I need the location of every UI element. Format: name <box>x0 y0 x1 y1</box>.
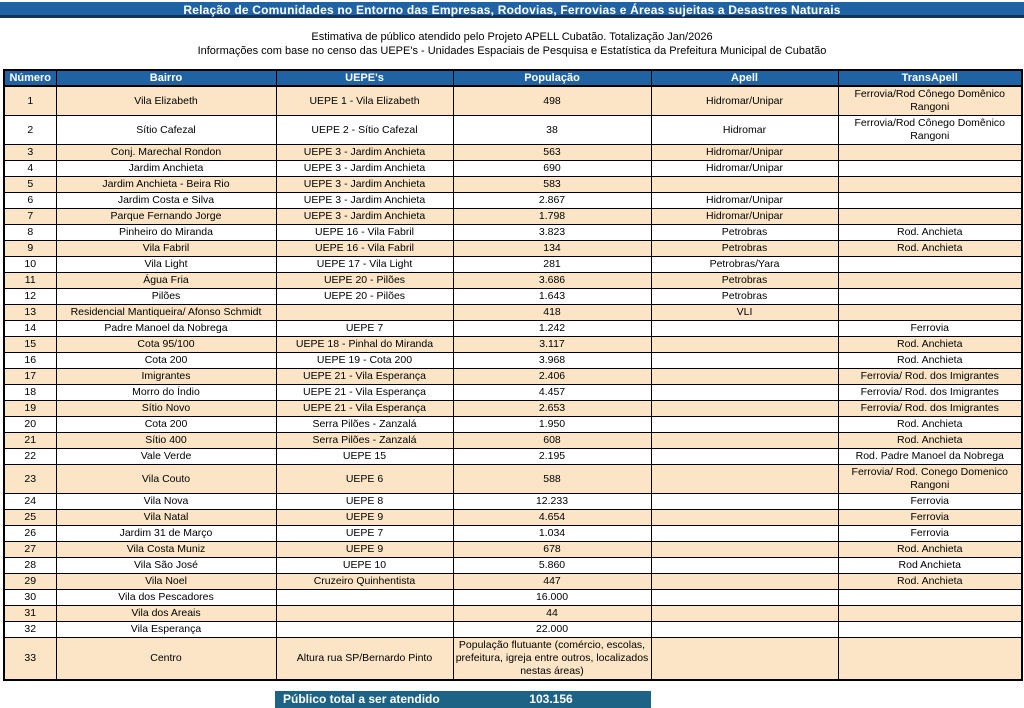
cell-uepe: UEPE 3 - Jardim Anchieta <box>276 145 453 161</box>
cell-uepe: UEPE 17 - Vila Light <box>276 257 453 273</box>
cell-uepe: UEPE 3 - Jardim Anchieta <box>276 161 453 177</box>
cell-numero: 12 <box>4 289 56 305</box>
cell-apell <box>651 369 838 385</box>
cell-populacao: 447 <box>453 574 651 590</box>
cell-apell <box>651 526 838 542</box>
cell-bairro: Pilões <box>56 289 276 305</box>
cell-transapell <box>838 273 1022 289</box>
cell-uepe: UEPE 18 - Pinhal do Miranda <box>276 337 453 353</box>
cell-bairro: Vila Couto <box>56 465 276 494</box>
cell-numero: 19 <box>4 401 56 417</box>
subtitle-line-1: Estimativa de público atendido pelo Projeto APELL Cubatão. Totalização Jan/2026 <box>311 31 713 43</box>
cell-uepe: Serra Pilões - Zanzalá <box>276 433 453 449</box>
cell-populacao: 22.000 <box>453 622 651 638</box>
cell-bairro: Vila São José <box>56 558 276 574</box>
cell-apell: Hidromar/Unipar <box>651 161 838 177</box>
cell-numero: 21 <box>4 433 56 449</box>
subtitle-line-2: Informações com base no censo das UEPE's - Unidades Espaciais de Pesquisa e Estatística da Prefeitura Municipal de Cubatão <box>197 45 827 57</box>
cell-numero: 27 <box>4 542 56 558</box>
cell-apell: Hidromar/Unipar <box>651 86 838 116</box>
cell-apell <box>651 606 838 622</box>
cell-bairro: Conj. Marechal Rondon <box>56 145 276 161</box>
cell-numero: 13 <box>4 305 56 321</box>
cell-apell: Hidromar <box>651 116 838 145</box>
cell-bairro: Padre Manoel da Nobrega <box>56 321 276 337</box>
cell-bairro: Pinheiro do Miranda <box>56 225 276 241</box>
cell-transapell: Rod. Anchieta <box>838 353 1022 369</box>
table-row <box>4 353 1022 369</box>
cell-uepe: Cruzeiro Quinhentista <box>276 574 453 590</box>
table-row <box>4 289 1022 305</box>
cell-transapell <box>838 193 1022 209</box>
cell-uepe: UEPE 21 - Vila Esperança <box>276 369 453 385</box>
cell-numero: 24 <box>4 494 56 510</box>
cell-numero: 10 <box>4 257 56 273</box>
cell-uepe: UEPE 16 - Vila Fabril <box>276 225 453 241</box>
cell-apell: Petrobras <box>651 225 838 241</box>
table-row <box>4 590 1022 606</box>
cell-transapell: Ferrovia <box>838 510 1022 526</box>
cell-bairro: Residencial Mantiqueira/ Afonso Schmidt <box>56 305 276 321</box>
table-row <box>4 417 1022 433</box>
cell-numero: 18 <box>4 385 56 401</box>
cell-bairro: Sítio Cafezal <box>56 116 276 145</box>
cell-transapell <box>838 305 1022 321</box>
cell-bairro: Jardim Costa e Silva <box>56 193 276 209</box>
table-row <box>4 337 1022 353</box>
cell-apell <box>651 558 838 574</box>
cell-populacao: 1.034 <box>453 526 651 542</box>
cell-apell <box>651 337 838 353</box>
cell-uepe: Altura rua SP/Bernardo Pinto <box>276 638 453 681</box>
table-row <box>4 449 1022 465</box>
cell-uepe: UEPE 6 <box>276 465 453 494</box>
cell-transapell: Rod. Padre Manoel da Nobrega <box>838 449 1022 465</box>
table-row <box>4 510 1022 526</box>
cell-populacao: 678 <box>453 542 651 558</box>
cell-uepe: UEPE 3 - Jardim Anchieta <box>276 209 453 225</box>
cell-bairro: Parque Fernando Jorge <box>56 209 276 225</box>
column-header-apell: Apell <box>651 70 838 86</box>
cell-uepe: UEPE 20 - Pilões <box>276 289 453 305</box>
cell-populacao: 38 <box>453 116 651 145</box>
total-value: 103.156 <box>529 692 573 706</box>
table-row <box>4 558 1022 574</box>
cell-uepe: UEPE 16 - Vila Fabril <box>276 241 453 257</box>
cell-populacao: 2.653 <box>453 401 651 417</box>
cell-transapell: Ferrovia/Rod Cônego Domênico Rangoni <box>838 116 1022 145</box>
cell-apell: Hidromar/Unipar <box>651 193 838 209</box>
cell-uepe: Serra Pilões - Zanzalá <box>276 417 453 433</box>
cell-populacao: 4.654 <box>453 510 651 526</box>
column-header-numero: Número <box>4 70 56 86</box>
cell-bairro: Vila Natal <box>56 510 276 526</box>
cell-uepe <box>276 622 453 638</box>
cell-numero: 5 <box>4 177 56 193</box>
cell-populacao: 583 <box>453 177 651 193</box>
cell-apell: Hidromar/Unipar <box>651 209 838 225</box>
cell-apell <box>651 574 838 590</box>
cell-uepe: UEPE 21 - Vila Esperança <box>276 385 453 401</box>
cell-bairro: Centro <box>56 638 276 681</box>
cell-transapell: Ferrovia <box>838 321 1022 337</box>
cell-transapell <box>838 590 1022 606</box>
cell-apell: Petrobras <box>651 273 838 289</box>
cell-populacao: 3.117 <box>453 337 651 353</box>
cell-numero: 14 <box>4 321 56 337</box>
cell-numero: 9 <box>4 241 56 257</box>
cell-numero: 6 <box>4 193 56 209</box>
cell-uepe: UEPE 1 - Vila Elizabeth <box>276 86 453 116</box>
cell-populacao: 3.968 <box>453 353 651 369</box>
cell-apell: VLI <box>651 305 838 321</box>
cell-bairro: Água Fria <box>56 273 276 289</box>
cell-populacao: 2.195 <box>453 449 651 465</box>
column-header-uepes: UEPE's <box>276 70 453 86</box>
cell-populacao: 1.643 <box>453 289 651 305</box>
cell-transapell: Rod. Anchieta <box>838 542 1022 558</box>
cell-bairro: Vila dos Areais <box>56 606 276 622</box>
cell-bairro: Cota 200 <box>56 417 276 433</box>
table-row <box>4 494 1022 510</box>
cell-numero: 11 <box>4 273 56 289</box>
table-row <box>4 145 1022 161</box>
cell-numero: 15 <box>4 337 56 353</box>
cell-transapell: Ferrovia/ Rod. dos Imigrantes <box>838 401 1022 417</box>
cell-apell: Petrobras <box>651 241 838 257</box>
cell-apell <box>651 433 838 449</box>
cell-populacao: 418 <box>453 305 651 321</box>
cell-apell <box>651 590 838 606</box>
cell-uepe: UEPE 7 <box>276 526 453 542</box>
cell-transapell <box>838 145 1022 161</box>
cell-populacao: 2.406 <box>453 369 651 385</box>
cell-uepe <box>276 606 453 622</box>
cell-numero: 30 <box>4 590 56 606</box>
cell-uepe: UEPE 3 - Jardim Anchieta <box>276 193 453 209</box>
table-row <box>4 86 1022 116</box>
cell-numero: 2 <box>4 116 56 145</box>
cell-apell: Petrobras/Yara <box>651 257 838 273</box>
cell-bairro: Vila Fabril <box>56 241 276 257</box>
table-row <box>4 622 1022 638</box>
column-header-populacao: População <box>453 70 651 86</box>
subtitle-block <box>0 30 1024 58</box>
cell-populacao: 3.686 <box>453 273 651 289</box>
cell-bairro: Vila Nova <box>56 494 276 510</box>
table-row <box>4 321 1022 337</box>
cell-transapell: Rod. Anchieta <box>838 417 1022 433</box>
cell-bairro: Imigrantes <box>56 369 276 385</box>
cell-apell <box>651 510 838 526</box>
cell-numero: 3 <box>4 145 56 161</box>
column-header-transapell: TransApell <box>838 70 1022 86</box>
cell-populacao: 588 <box>453 465 651 494</box>
cell-numero: 20 <box>4 417 56 433</box>
cell-populacao: 134 <box>453 241 651 257</box>
cell-populacao: 690 <box>453 161 651 177</box>
cell-apell <box>651 417 838 433</box>
cell-bairro: Jardim 31 de Março <box>56 526 276 542</box>
cell-apell <box>651 638 838 681</box>
cell-numero: 23 <box>4 465 56 494</box>
cell-bairro: Sítio Novo <box>56 401 276 417</box>
cell-numero: 25 <box>4 510 56 526</box>
cell-apell <box>651 449 838 465</box>
cell-numero: 29 <box>4 574 56 590</box>
cell-uepe: UEPE 2 - Sítio Cafezal <box>276 116 453 145</box>
cell-transapell: Ferrovia <box>838 526 1022 542</box>
cell-transapell: Ferrovia <box>838 494 1022 510</box>
cell-populacao: 498 <box>453 86 651 116</box>
cell-uepe: UEPE 8 <box>276 494 453 510</box>
cell-transapell: Rod Anchieta <box>838 558 1022 574</box>
table-row <box>4 241 1022 257</box>
cell-uepe <box>276 590 453 606</box>
cell-bairro: Sítio 400 <box>56 433 276 449</box>
table-row <box>4 574 1022 590</box>
cell-bairro: Jardim Anchieta - Beira Rio <box>56 177 276 193</box>
cell-uepe: UEPE 20 - Pilões <box>276 273 453 289</box>
cell-numero: 17 <box>4 369 56 385</box>
cell-transapell <box>838 622 1022 638</box>
cell-numero: 22 <box>4 449 56 465</box>
cell-bairro: Vila Esperança <box>56 622 276 638</box>
cell-apell <box>651 542 838 558</box>
cell-populacao: 2.867 <box>453 193 651 209</box>
table-row <box>4 433 1022 449</box>
cell-uepe: UEPE 9 <box>276 542 453 558</box>
cell-populacao: 12.233 <box>453 494 651 510</box>
cell-apell <box>651 321 838 337</box>
cell-uepe: UEPE 21 - Vila Esperança <box>276 401 453 417</box>
cell-bairro: Vila Costa Muniz <box>56 542 276 558</box>
table-row <box>4 209 1022 225</box>
table-row <box>4 526 1022 542</box>
cell-transapell <box>838 257 1022 273</box>
table-row <box>4 193 1022 209</box>
column-header-bairro: Bairro <box>56 70 276 86</box>
cell-uepe: UEPE 19 - Cota 200 <box>276 353 453 369</box>
cell-numero: 28 <box>4 558 56 574</box>
cell-transapell <box>838 606 1022 622</box>
cell-transapell: Ferrovia/ Rod. dos Imigrantes <box>838 369 1022 385</box>
page <box>0 2 1024 706</box>
cell-uepe: UEPE 3 - Jardim Anchieta <box>276 177 453 193</box>
table-row <box>4 273 1022 289</box>
cell-bairro: Vila Elizabeth <box>56 86 276 116</box>
cell-numero: 8 <box>4 225 56 241</box>
table-row <box>4 385 1022 401</box>
cell-populacao: 563 <box>453 145 651 161</box>
table-row <box>4 401 1022 417</box>
cell-populacao: 608 <box>453 433 651 449</box>
cell-numero: 26 <box>4 526 56 542</box>
cell-populacao: 3.823 <box>453 225 651 241</box>
cell-transapell: Rod. Anchieta <box>838 433 1022 449</box>
table-row <box>4 606 1022 622</box>
cell-apell <box>651 494 838 510</box>
cell-numero: 4 <box>4 161 56 177</box>
total-bar <box>275 691 651 708</box>
cell-numero: 32 <box>4 622 56 638</box>
cell-transapell <box>838 289 1022 305</box>
cell-numero: 16 <box>4 353 56 369</box>
cell-apell: Petrobras <box>651 289 838 305</box>
cell-transapell: Ferrovia/Rod Cônego Domênico Rangoni <box>838 86 1022 116</box>
cell-populacao: População flutuante (comércio, escolas, prefeitura, igreja entre outros, localizados nestas áreas) <box>453 638 651 681</box>
table-row <box>4 177 1022 193</box>
cell-transapell <box>838 209 1022 225</box>
cell-transapell <box>838 177 1022 193</box>
cell-bairro: Cota 95/100 <box>56 337 276 353</box>
cell-apell <box>651 385 838 401</box>
cell-apell: Hidromar/Unipar <box>651 145 838 161</box>
title-bar <box>0 2 1024 18</box>
cell-bairro: Jardim Anchieta <box>56 161 276 177</box>
cell-transapell: Rod. Anchieta <box>838 337 1022 353</box>
cell-apell <box>651 353 838 369</box>
cell-bairro: Vila dos Pescadores <box>56 590 276 606</box>
page-title: Relação de Comunidades no Entorno das Empresas, Rodovias, Ferrovias e Áreas sujeitas a Desastres Naturais <box>183 3 841 17</box>
cell-transapell: Rod. Anchieta <box>838 225 1022 241</box>
table-row <box>4 257 1022 273</box>
cell-uepe: UEPE 9 <box>276 510 453 526</box>
table-row <box>4 369 1022 385</box>
total-label: Público total a ser atendido <box>283 692 440 706</box>
cell-numero: 7 <box>4 209 56 225</box>
table-row <box>4 116 1022 145</box>
table-row <box>4 305 1022 321</box>
communities-table <box>3 69 1023 681</box>
table-row <box>4 225 1022 241</box>
cell-transapell: Rod. Anchieta <box>838 241 1022 257</box>
cell-apell <box>651 465 838 494</box>
cell-bairro: Vale Verde <box>56 449 276 465</box>
cell-bairro: Morro do Índio <box>56 385 276 401</box>
table-row <box>4 161 1022 177</box>
cell-uepe: UEPE 15 <box>276 449 453 465</box>
cell-populacao: 1.950 <box>453 417 651 433</box>
cell-uepe: UEPE 10 <box>276 558 453 574</box>
cell-apell <box>651 622 838 638</box>
cell-transapell: Ferrovia/ Rod. Conego Domenico Rangoni <box>838 465 1022 494</box>
cell-populacao: 5.860 <box>453 558 651 574</box>
cell-transapell: Rod. Anchieta <box>838 574 1022 590</box>
table-row <box>4 542 1022 558</box>
cell-populacao: 16.000 <box>453 590 651 606</box>
cell-transapell <box>838 161 1022 177</box>
cell-apell <box>651 177 838 193</box>
table-header-row <box>4 70 1022 86</box>
cell-uepe: UEPE 7 <box>276 321 453 337</box>
cell-populacao: 281 <box>453 257 651 273</box>
cell-apell <box>651 401 838 417</box>
cell-numero: 1 <box>4 86 56 116</box>
cell-populacao: 1.798 <box>453 209 651 225</box>
cell-numero: 33 <box>4 638 56 681</box>
cell-bairro: Cota 200 <box>56 353 276 369</box>
table-row <box>4 465 1022 494</box>
cell-uepe <box>276 305 453 321</box>
cell-transapell: Ferrovia/ Rod. dos Imigrantes <box>838 385 1022 401</box>
cell-numero: 31 <box>4 606 56 622</box>
cell-bairro: Vila Light <box>56 257 276 273</box>
cell-populacao: 4.457 <box>453 385 651 401</box>
cell-populacao: 44 <box>453 606 651 622</box>
cell-populacao: 1.242 <box>453 321 651 337</box>
cell-bairro: Vila Noel <box>56 574 276 590</box>
table-row <box>4 638 1022 681</box>
cell-transapell <box>838 638 1022 681</box>
